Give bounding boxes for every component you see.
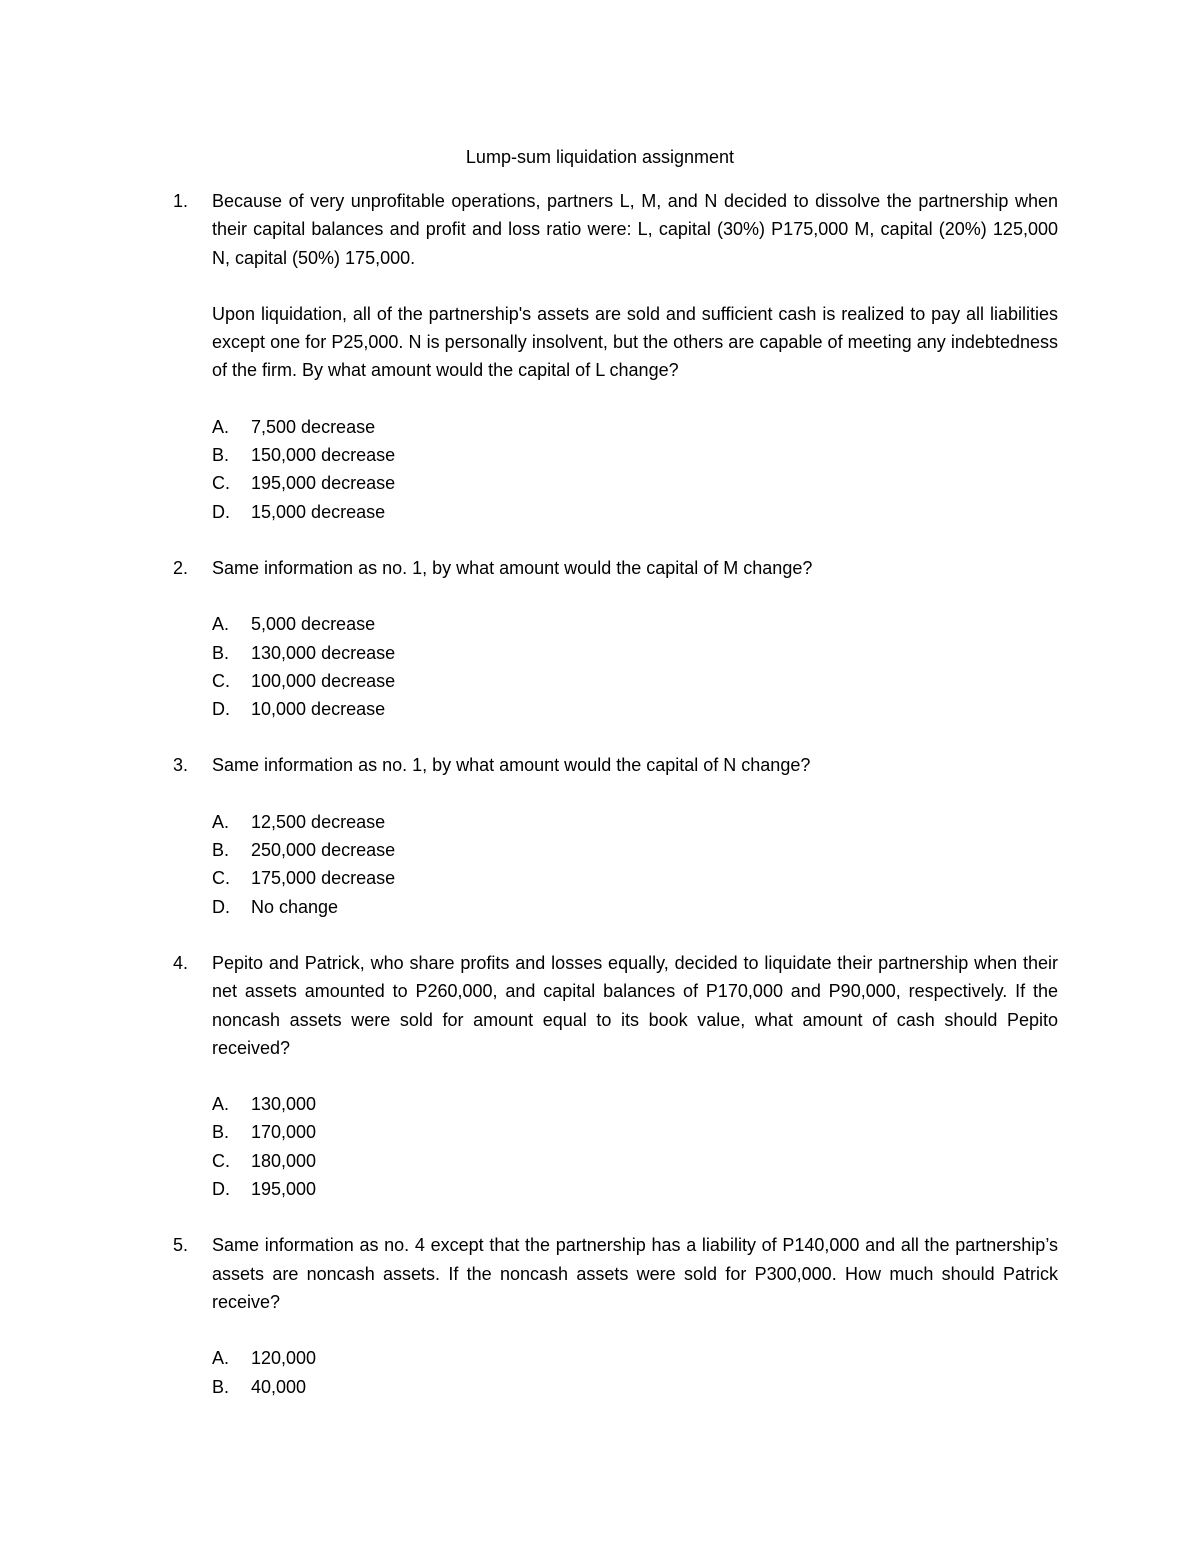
choice-text: 195,000 xyxy=(251,1179,317,1200)
choice-letter: C. xyxy=(212,670,230,691)
answer-choice xyxy=(212,1118,1058,1146)
answer-choice xyxy=(212,610,1058,638)
choice-text: 130,000 decrease xyxy=(251,642,396,663)
answer-choice xyxy=(212,1090,1058,1118)
choice-text: 195,000 decrease xyxy=(251,473,396,494)
document-title: Lump-sum liquidation assignment xyxy=(465,147,735,167)
choice-list xyxy=(212,413,1058,526)
answer-choice xyxy=(212,695,1058,723)
answer-choice xyxy=(212,413,1058,441)
answer-choice xyxy=(212,469,1058,497)
choice-text: No change xyxy=(251,896,339,917)
question-text: Because of very unprofitable operations, partners L, M, and N decided to dissolve the partnership when their capital balances and profit and loss ratio were: L, capital (30%) P175,000 M, capital (20%) 125,000 N, capital (50%) 175,000. xyxy=(212,191,1058,268)
answer-choice xyxy=(212,639,1058,667)
choice-text: 170,000 xyxy=(251,1122,317,1143)
answer-choice xyxy=(212,667,1058,695)
choice-letter: C. xyxy=(212,473,230,494)
choice-letter: D. xyxy=(212,1179,230,1200)
choice-text: 5,000 decrease xyxy=(251,614,376,635)
choice-letter: B. xyxy=(212,642,230,663)
question-item xyxy=(173,1231,1058,1400)
question-list xyxy=(173,187,1058,1429)
question-item xyxy=(173,949,1058,1203)
choice-text: 100,000 decrease xyxy=(251,670,396,691)
question-number: 1. xyxy=(173,191,189,211)
choice-letter: B. xyxy=(212,445,230,466)
question-text: Same information as no. 1, by what amount would the capital of M change? xyxy=(212,557,813,578)
choice-letter: B. xyxy=(212,840,230,861)
answer-choice xyxy=(212,864,1058,892)
answer-choice xyxy=(212,1344,1058,1372)
answer-choice xyxy=(212,498,1058,526)
question-text: Same information as no. 1, by what amount would the capital of N change? xyxy=(212,755,811,776)
question-text: Pepito and Patrick, who share profits and losses equally, decided to liquidate their partnership when their net assets amounted to P260,000, and capital balances of P170,000 and P90,000, respectively. If the noncash assets were sold for amount equal to its book value, what amount of cash should Pepito received? xyxy=(212,952,1058,1058)
choice-letter: A. xyxy=(212,1348,230,1369)
choice-letter: A. xyxy=(212,811,230,832)
choice-letter: D. xyxy=(212,501,230,522)
answer-choice xyxy=(212,893,1058,921)
answer-choice xyxy=(212,836,1058,864)
choice-letter: A. xyxy=(212,1094,230,1115)
choice-letter: A. xyxy=(212,614,230,635)
choice-text: 10,000 decrease xyxy=(251,699,386,720)
question-item xyxy=(173,554,1058,723)
question-item xyxy=(173,751,1058,920)
choice-text: 250,000 decrease xyxy=(251,840,396,861)
choice-letter: C. xyxy=(212,1150,230,1171)
answer-choice xyxy=(212,1373,1058,1401)
answer-choice xyxy=(212,441,1058,469)
question-item xyxy=(173,187,1058,526)
question-number: 3. xyxy=(173,755,189,776)
choice-letter: D. xyxy=(212,699,230,720)
choice-list xyxy=(212,610,1058,723)
choice-text: 7,500 decrease xyxy=(251,416,376,437)
choice-letter: C. xyxy=(212,868,230,889)
answer-choice xyxy=(212,808,1058,836)
question-number: 2. xyxy=(173,557,189,578)
choice-list xyxy=(212,1090,1058,1203)
choice-text: 40,000 xyxy=(251,1376,307,1397)
choice-letter: D. xyxy=(212,896,230,917)
answer-choice xyxy=(212,1147,1058,1175)
choice-letter: B. xyxy=(212,1122,230,1143)
question-number: 4. xyxy=(173,952,189,973)
choice-text: 15,000 decrease xyxy=(251,501,386,522)
choice-text: 130,000 xyxy=(251,1094,317,1115)
choice-letter: B. xyxy=(212,1376,230,1397)
choice-text: 120,000 xyxy=(251,1348,317,1369)
choice-text: 12,500 decrease xyxy=(251,811,386,832)
choice-list xyxy=(212,808,1058,921)
choice-text: 180,000 xyxy=(251,1150,317,1171)
choice-text: 175,000 decrease xyxy=(251,868,396,889)
choice-list xyxy=(212,1344,1058,1401)
choice-letter: A. xyxy=(212,416,230,437)
answer-choice xyxy=(212,1175,1058,1203)
question-number: 5. xyxy=(173,1235,189,1256)
question-text: Upon liquidation, all of the partnership's assets are sold and sufficient cash is realized to pay all liabilities except one for P25,000. N is personally insolvent, but the others are capable of meeting any indebtedness of the firm. By what amount would the capital of L change? xyxy=(212,303,1058,381)
question-text: Same information as no. 4 except that the partnership has a liability of P140,000 and all the partnership’s assets are noncash assets. If the noncash assets were sold for P300,000. How much should Patrick receive? xyxy=(212,1235,1058,1312)
choice-text: 150,000 decrease xyxy=(251,445,396,466)
